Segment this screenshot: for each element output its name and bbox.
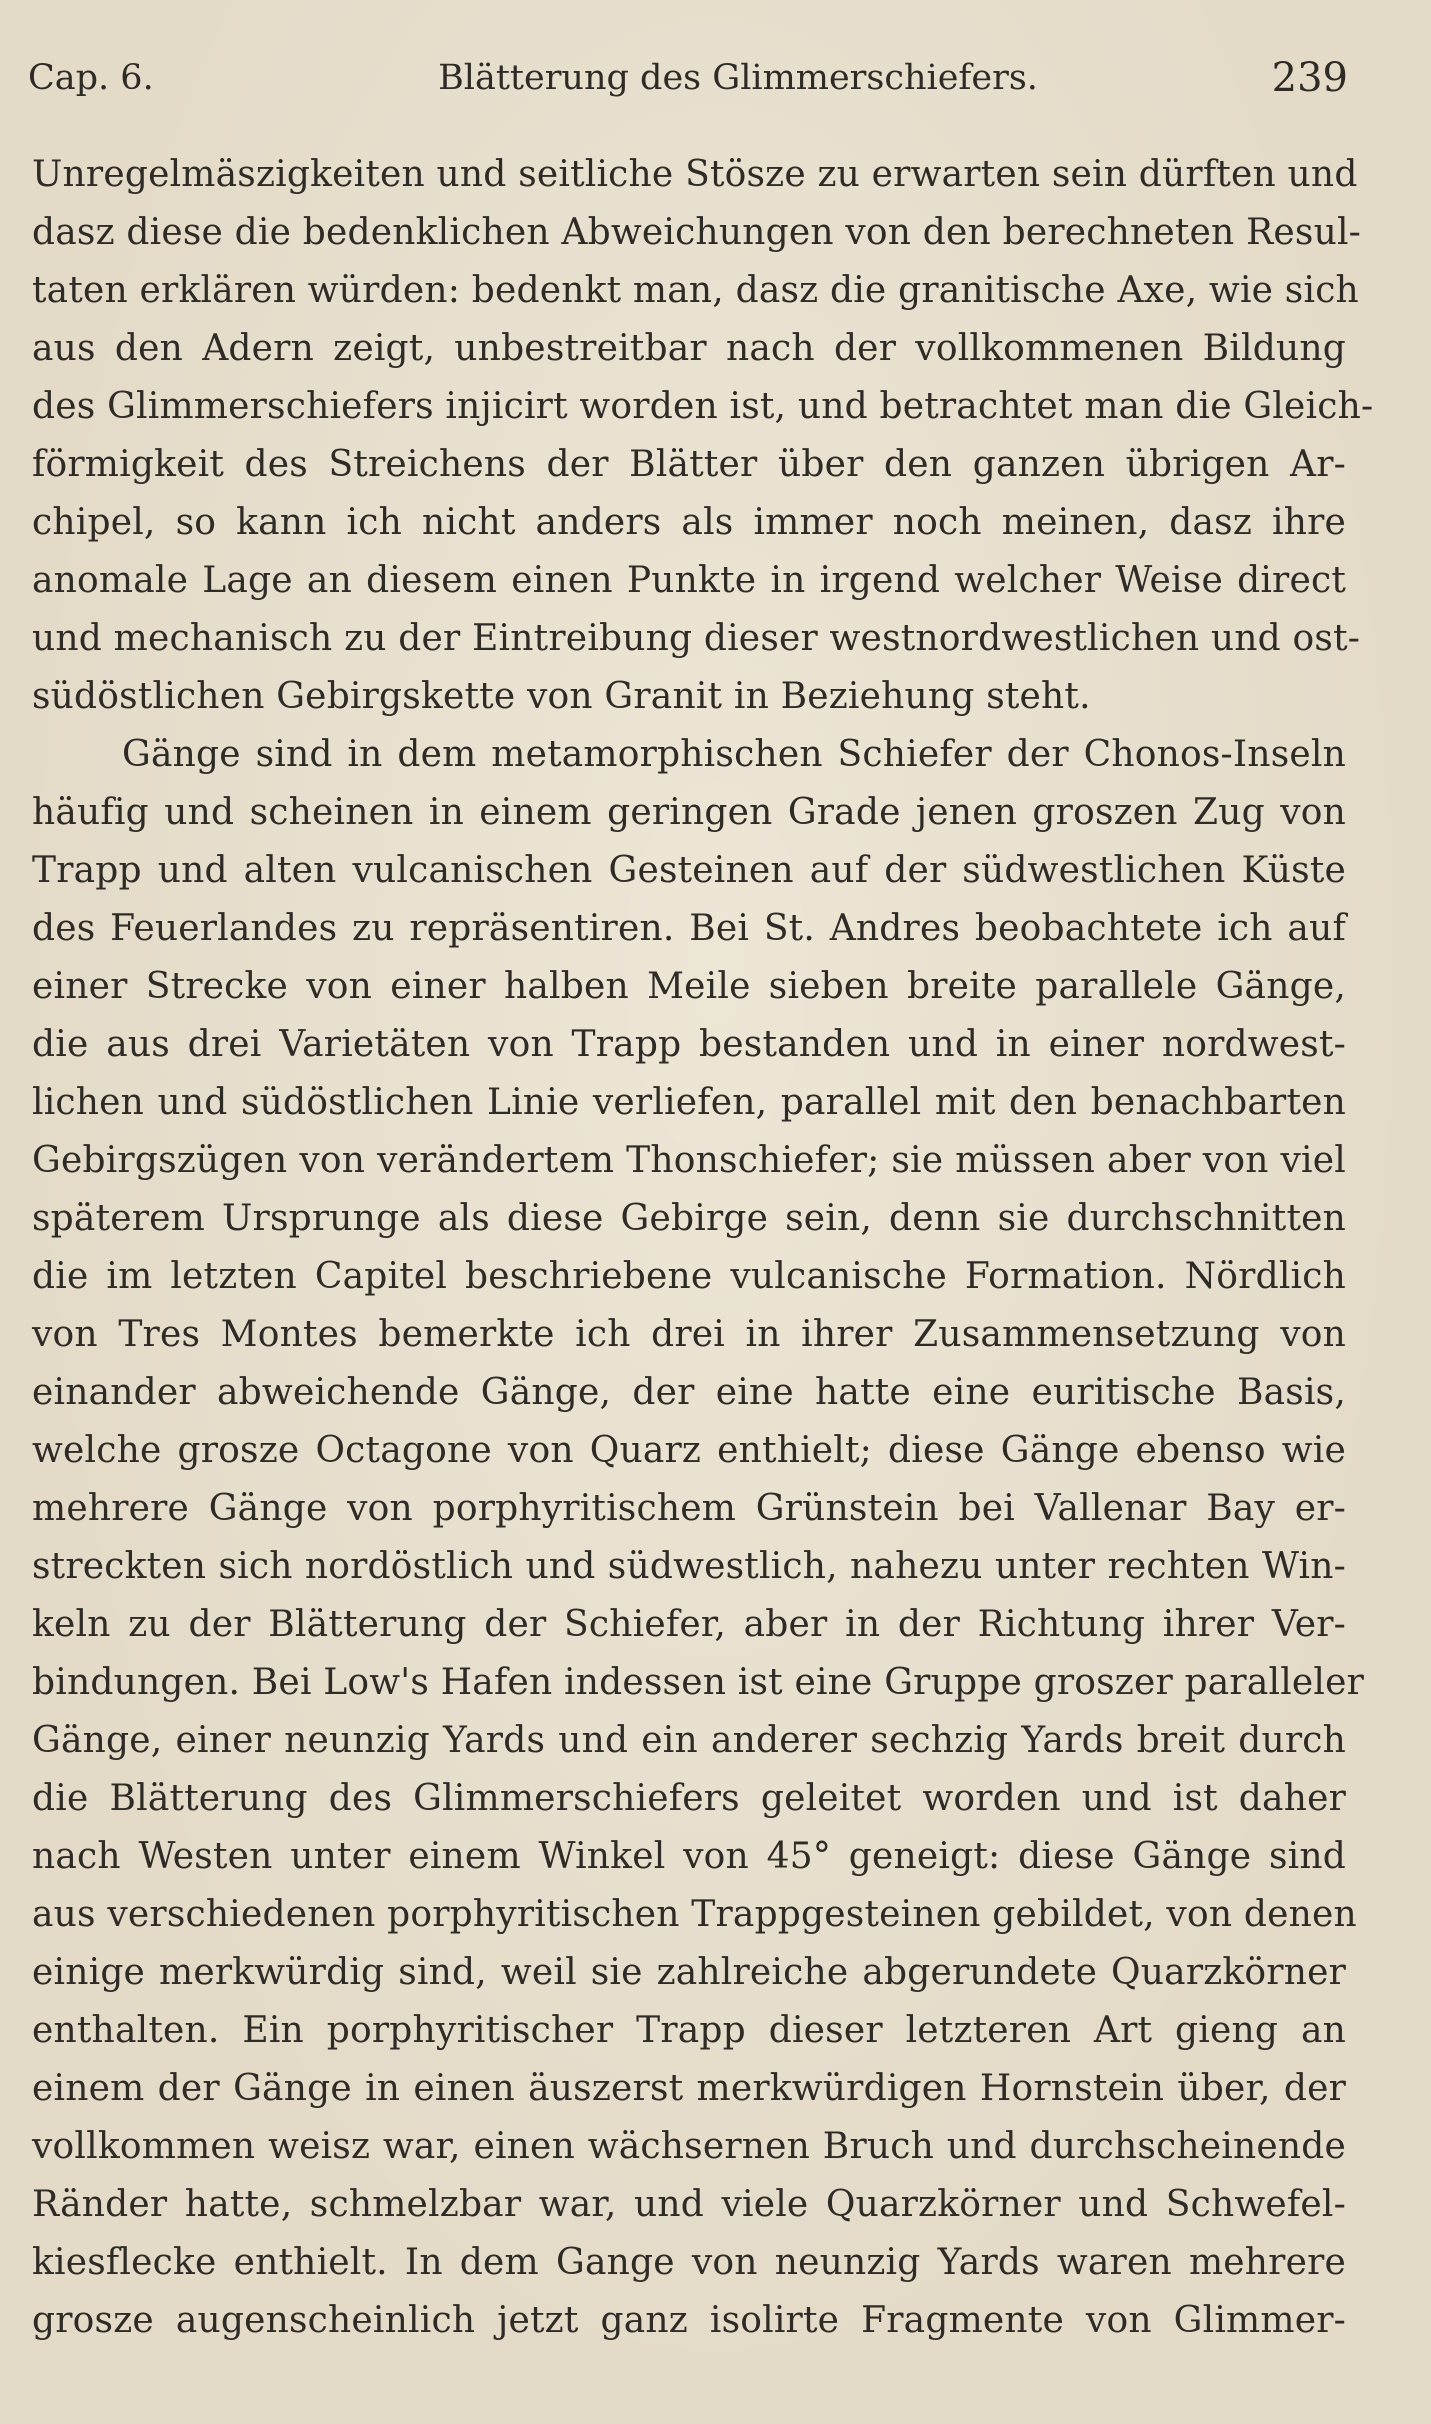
running-header: [28, 56, 1348, 100]
text-line: streckten sich nordöstlich und südwestlich, nahezu unter rechten Win-: [32, 1546, 1346, 1587]
text-line: späterem Ursprunge als diese Gebirge sein, denn sie durchschnitten: [32, 1198, 1346, 1239]
text-line: enthalten. Ein porphyritischer Trapp dieser letzteren Art gieng an: [32, 2010, 1346, 2051]
text-line: anomale Lage an diesem einen Punkte in irgend welcher Weise direct: [32, 560, 1346, 601]
text-line: bindungen. Bei Low's Hafen indessen ist eine Gruppe groszer paralleler: [32, 1662, 1365, 1703]
text-line: des Feuerlandes zu repräsentiren. Bei St. Andres beobachtete ich auf: [32, 908, 1346, 949]
text-line: einem der Gänge in einen äuszerst merkwürdigen Hornstein über, der: [32, 2068, 1346, 2109]
text-line: die Blätterung des Glimmerschiefers geleitet worden und ist daher: [32, 1778, 1346, 1819]
text-line: förmigkeit des Streichens der Blätter über den ganzen übrigen Ar-: [32, 444, 1346, 485]
text-line: Gebirgszügen von verändertem Thonschiefer; sie müssen aber von viel: [32, 1140, 1346, 1181]
text-line: einander abweichende Gänge, der eine hatte eine euritische Basis,: [32, 1372, 1346, 1413]
text-line: südöstlichen Gebirgskette von Granit in Beziehung steht.: [32, 676, 1091, 717]
text-line: des Glimmerschiefers injicirt worden ist, und betrachtet man die Gleich-: [32, 386, 1374, 427]
text-line: dasz diese die bedenklichen Abweichungen von den berechneten Resul-: [32, 212, 1362, 253]
body-text: [32, 146, 1374, 2350]
text-line: taten erklären würden: bedenkt man, dasz die granitische Axe, wie sich: [32, 270, 1359, 311]
text-line: kiesflecke enthielt. In dem Gange von neunzig Yards waren mehrere: [32, 2242, 1346, 2283]
text-line: Ränder hatte, schmelzbar war, und viele Quarzkörner und Schwefel-: [32, 2184, 1346, 2225]
paragraph-start-line: Gänge sind in dem metamorphischen Schiefer der Chonos-Inseln: [122, 734, 1346, 775]
text-line: vollkommen weisz war, einen wächsernen Bruch und durchscheinende: [32, 2126, 1346, 2167]
text-line: Gänge, einer neunzig Yards und ein anderer sechzig Yards breit durch: [32, 1720, 1346, 1761]
page-number: 239: [1271, 55, 1348, 101]
text-line: und mechanisch zu der Eintreibung dieser westnordwestlichen und ost-: [32, 618, 1361, 659]
chapter-label: Cap. 6.: [28, 58, 154, 98]
text-line: einer Strecke von einer halben Meile sieben breite parallele Gänge,: [32, 966, 1346, 1007]
text-line: grosze augenscheinlich jetzt ganz isolirte Fragmente von Glimmer-: [32, 2300, 1346, 2341]
text-line: aus den Adern zeigt, unbestreitbar nach der vollkommenen Bildung: [32, 328, 1346, 369]
text-line: von Tres Montes bemerkte ich drei in ihrer Zusammensetzung von: [32, 1314, 1346, 1355]
text-line: einige merkwürdig sind, weil sie zahlreiche abgerundete Quarzkörner: [32, 1952, 1346, 1993]
text-line: mehrere Gänge von porphyritischem Grünstein bei Vallenar Bay er-: [32, 1488, 1346, 1529]
text-line: aus verschiedenen porphyritischen Trappgesteinen gebildet, von denen: [32, 1894, 1357, 1935]
text-line: die im letzten Capitel beschriebene vulcanische Formation. Nördlich: [32, 1256, 1346, 1297]
text-line: die aus drei Varietäten von Trapp bestanden und in einer nordwest-: [32, 1024, 1346, 1065]
running-title: Blätterung des Glimmerschiefers.: [438, 58, 1038, 98]
text-line: Unregelmäszigkeiten und seitliche Stösze zu erwarten sein dürften und: [32, 154, 1358, 195]
text-line: keln zu der Blätterung der Schiefer, aber in der Richtung ihrer Ver-: [32, 1604, 1346, 1645]
text-line: chipel, so kann ich nicht anders als immer noch meinen, dasz ihre: [32, 502, 1346, 543]
text-line: lichen und südöstlichen Linie verliefen, parallel mit den benachbarten: [32, 1082, 1346, 1123]
text-line: häufig und scheinen in einem geringen Grade jenen groszen Zug von: [32, 792, 1346, 833]
text-line: nach Westen unter einem Winkel von 45° geneigt: diese Gänge sind: [32, 1836, 1346, 1877]
text-line: Trapp und alten vulcanischen Gesteinen auf der südwestlichen Küste: [32, 850, 1346, 891]
text-line: welche grosze Octagone von Quarz enthielt; diese Gänge ebenso wie: [32, 1430, 1346, 1471]
